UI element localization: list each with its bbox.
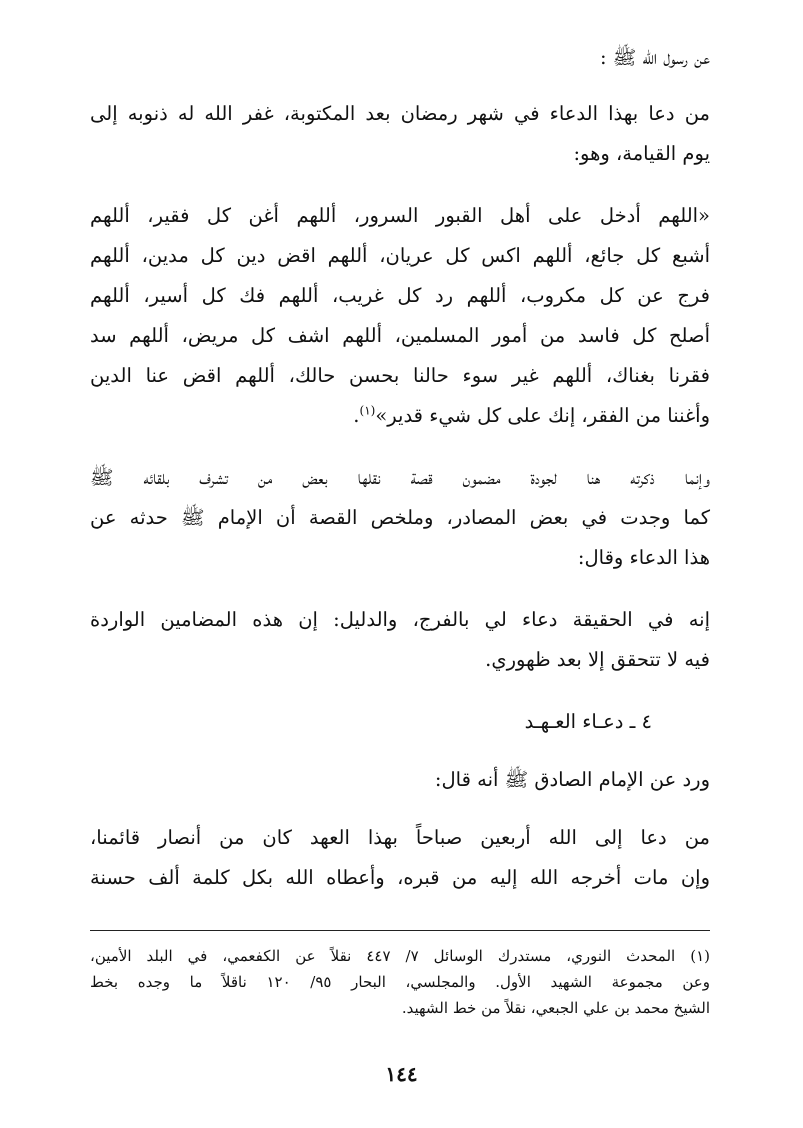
page-body <box>90 38 710 920</box>
text-line: فيه لا تتحقق إلا بعد ظهوري. <box>485 648 710 671</box>
text-line: فرج عن كل مكروب، أللهم رد كل غريب، أللهم فك كل أسير، أللهم <box>90 284 710 307</box>
text-line: أصلح كل فاسد من أمور المسلمين، أللهم اشف كل مريض، أللهم سد <box>90 324 710 347</box>
text-line: يوم القيامة، وهو: <box>573 142 710 165</box>
text-line: من دعا إلى الله أربعين صباحاً بهذا العهد كان من أنصار قائمنا، <box>90 826 710 849</box>
section-title: ٤ ـ دعـاء العـهـد <box>524 710 652 733</box>
page-number: ١٤٤ <box>385 1062 418 1086</box>
text-line: وإنما ذكرته هنا لجودة مضمون قصة نقلها بعض من تشرف بلقائه ﷺ <box>90 466 710 489</box>
text-line: أشبع كل جائع، أللهم اكس كل عريان، أللهم اقض دين كل مدين، أللهم <box>90 244 710 267</box>
text-line-with-footnote: وأغننا من الفقر، إنك على كل شيء قدير»$^{(١)}$. <box>353 403 710 427</box>
text-line: هذا الدعاء وقال: <box>577 546 710 569</box>
footnote-line: الشيخ محمد بن علي الجبعي، نقلاً من خط الشهيد. <box>401 999 710 1017</box>
text-line: إنه في الحقيقة دعاء لي بالفرج، والدليل: إن هذه المضامين الواردة <box>90 608 710 631</box>
footnote-marker: (١) <box>359 403 376 418</box>
paragraph-supplication <box>90 196 710 436</box>
heading-line: عن رسول الله ﷺ : <box>599 46 710 69</box>
paragraph-quote <box>90 600 710 680</box>
footnote-divider <box>90 930 710 931</box>
text-line: كما وجدت في بعض المصادر، وملخص القصة أن الإمام ﷺ حدثه عن <box>90 506 710 529</box>
footnote-line: (١) المحدث النوري، مستدرك الوسائل ٧/ ٤٤٧ نقلاً عن الكفعمي، في البلد الأمين، <box>90 947 711 965</box>
text-line: من دعا بهذا الدعاء في شهر رمضان بعد المكتوبة، غفر الله له ذنوبه إلى <box>90 102 710 125</box>
paragraph-intro <box>90 94 710 174</box>
paragraph-final <box>90 818 710 898</box>
text-line: فقرنا بغناك، أللهم غير سوء حالنا بحسن حالك، أللهم اقض عنا الدين <box>90 364 710 387</box>
section-title-block <box>90 702 710 742</box>
footnote-line: وعن مجموعة الشهيد الأول. والمجلسي، البحار ٩٥/ ١٢٠ ناقلاً ما وجده بخط <box>90 973 710 991</box>
text-line: وأغننا من الفقر، إنك على كل شيء قدير» <box>375 404 710 427</box>
narration-intro: ورد عن الإمام الصادق ﷺ أنه قال: <box>434 768 710 791</box>
paragraph-story <box>90 458 710 578</box>
text-line: وإن مات أخرجه الله إليه من قبره، وأعطاه الله بكل كلمة ألف حسنة <box>90 866 710 889</box>
footnotes <box>90 943 710 1021</box>
narration-intro-block <box>90 760 710 800</box>
text-line: «اللهم أدخل على أهل القبور السرور، أللهم أغن كل فقير، أللهم <box>90 204 710 227</box>
